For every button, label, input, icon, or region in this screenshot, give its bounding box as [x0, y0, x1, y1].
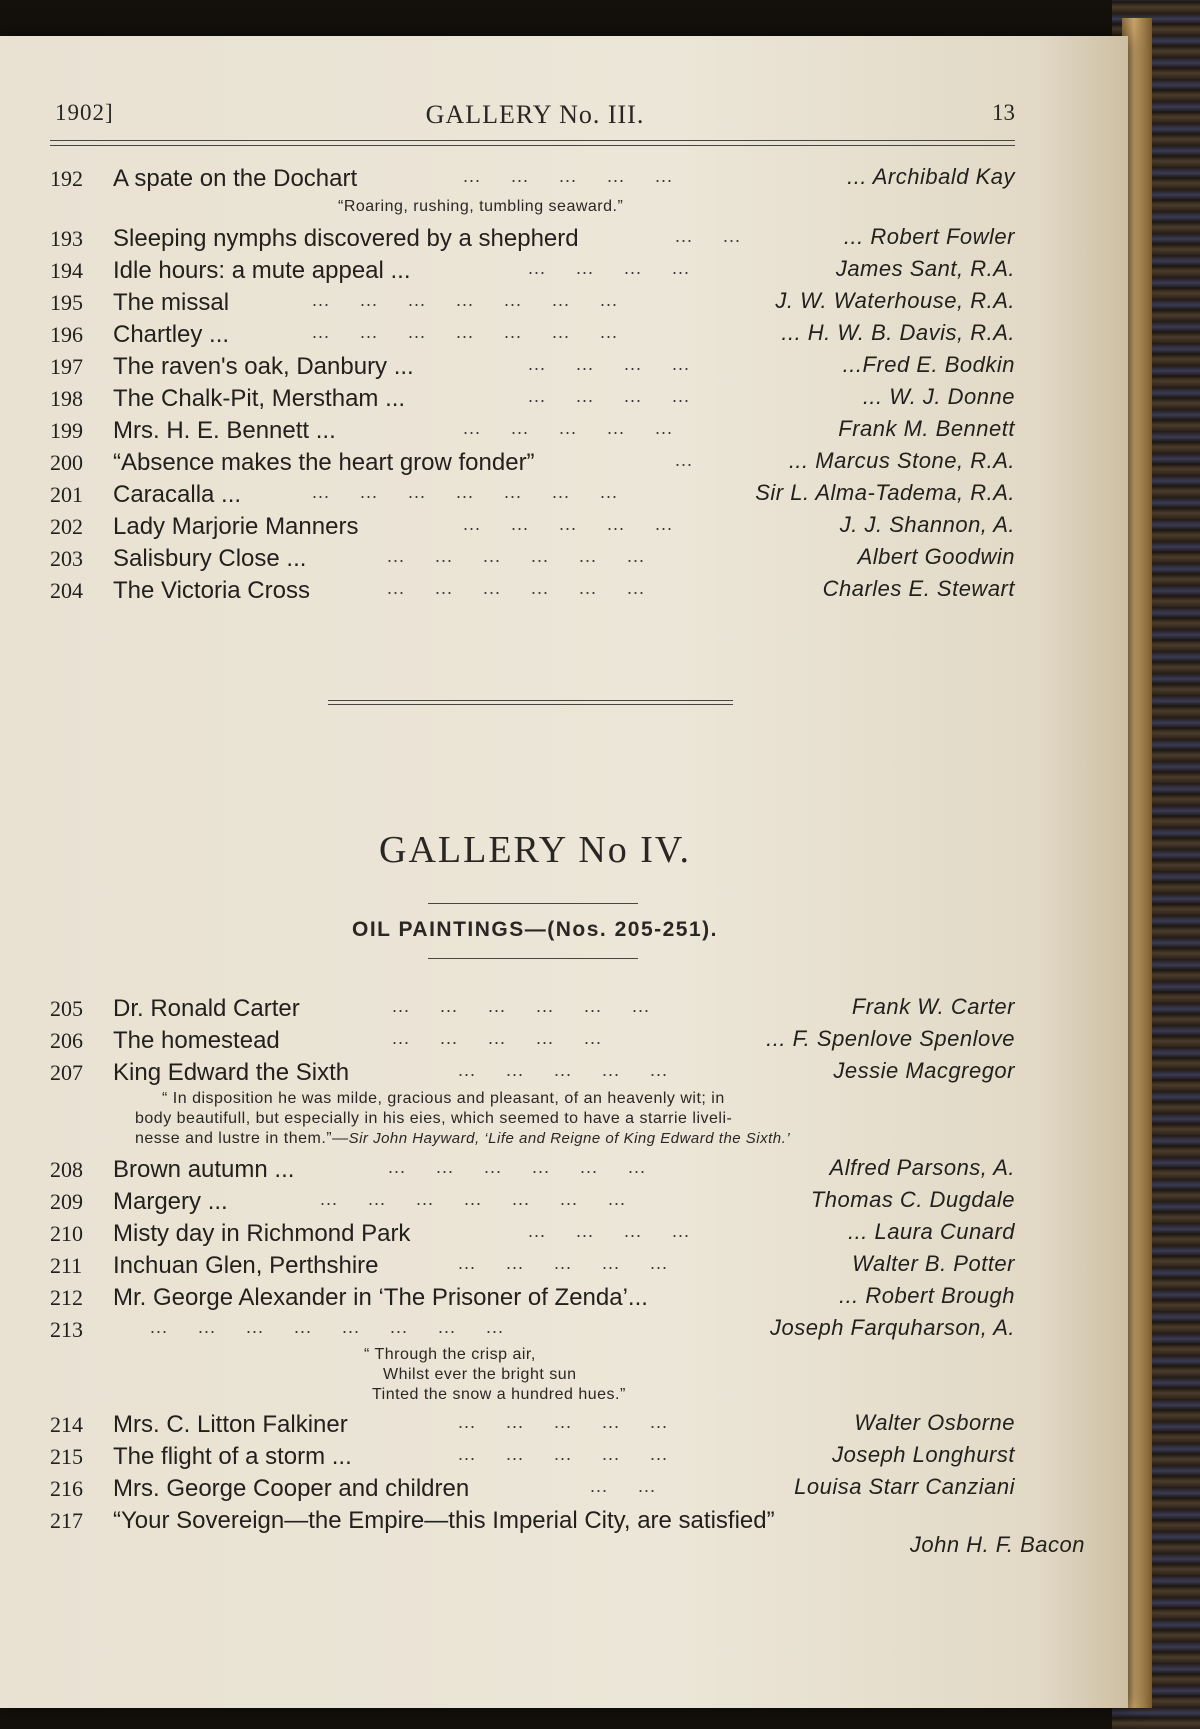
entry-208: 208 Brown autumn ... ... ... ... ... ... ... Alfred Parsons, A. — [50, 1155, 1015, 1183]
entry-number: 199 — [50, 418, 83, 443]
entry-title: King Edward the Sixth — [113, 1059, 350, 1086]
running-header — [55, 100, 1015, 132]
quote-213-line3: Tinted the snow a hundred hues.” — [372, 1386, 626, 1403]
entry-number: 206 — [50, 1028, 83, 1053]
entry-title: The raven's oak, Danbury ... — [113, 353, 414, 380]
entry-title: Sleeping nymphs discovered by a shepherd — [113, 225, 579, 252]
entry-title: The Victoria Cross — [113, 577, 310, 604]
entry-215: 215 The flight of a storm ... ... ... ... ... ... Joseph Longhurst — [50, 1442, 1015, 1470]
entry-title: Dr. Ronald Carter — [113, 995, 300, 1022]
entry-211: 211 Inchuan Glen, Perthshire ... ... ... ... ... Walter B. Potter — [50, 1251, 1015, 1279]
entry-number: 213 — [50, 1317, 83, 1342]
quote-213-line2: Whilst ever the bright sun — [383, 1366, 577, 1383]
entry-194: 194 Idle hours: a mute appeal ... ... ... ... ... James Sant, R.A. — [50, 256, 1015, 284]
entry-203: 203 Salisbury Close ... ... ... ... ... ... ... Albert Goodwin — [50, 544, 1015, 572]
entry-number: 196 — [50, 322, 83, 347]
entry-204: 204 The Victoria Cross ... ... ... ... ... ... Charles E. Stewart — [50, 576, 1015, 604]
entry-artist: Thomas C. Dugdale — [810, 1187, 1015, 1212]
quote-207-line3 — [135, 1130, 790, 1148]
entry-number: 215 — [50, 1444, 83, 1469]
entry-artist: Charles E. Stewart — [822, 576, 1015, 601]
entry-artist: Sir L. Alma-Tadema, R.A. — [755, 480, 1015, 505]
quote-207-text: nesse and lustre in them.”— — [135, 1130, 349, 1147]
entry-artist: ... Archibald Kay — [847, 164, 1015, 189]
entry-artist: ... Robert Brough — [838, 1283, 1015, 1308]
entry-artist: J. J. Shannon, A. — [839, 512, 1015, 537]
entry-number: 203 — [50, 546, 83, 571]
section-divider — [328, 700, 733, 705]
entry-title: Inchuan Glen, Perthshire — [113, 1252, 379, 1279]
entry-209: 209 Margery ... ... ... ... ... ... ... ... Thomas C. Dugdale — [50, 1187, 1015, 1215]
entry-number: 197 — [50, 354, 83, 379]
entry-title: The Chalk-Pit, Merstham ... — [113, 385, 406, 412]
entry-artist: ... F. Spenlove Spenlove — [766, 1026, 1015, 1051]
entry-title: Margery ... — [113, 1188, 228, 1215]
entry-title: Mr. George Alexander in ‘The Prisoner of Zenda’... — [113, 1284, 648, 1311]
entry-210: 210 Misty day in Richmond Park ... ... ... ... ... Laura Cunard — [50, 1219, 1015, 1247]
gallery4-subtitle-rule — [428, 958, 638, 959]
entry-title: “Your Sovereign—the Empire—this Imperial City, are satisfied” — [113, 1507, 775, 1534]
entry-193: 193 Sleeping nymphs discovered by a shepherd ... ... ... Robert Fowler — [50, 224, 1015, 252]
entry-title: A spate on the Dochart — [113, 165, 358, 192]
entry-title: Misty day in Richmond Park — [113, 1220, 411, 1247]
header-year: 1902] — [55, 100, 114, 125]
entry-title: The flight of a storm ... — [113, 1443, 352, 1470]
entry-artist: Frank W. Carter — [851, 994, 1015, 1019]
entry-artist: Alfred Parsons, A. — [829, 1155, 1015, 1180]
entry-number: 198 — [50, 386, 83, 411]
entry-217 — [50, 1508, 1015, 1540]
entry-213: 213 ... ... ... ... ... ... ... ... Joseph Farquharson, A. — [50, 1315, 1015, 1342]
entry-artist: Frank M. Bennett — [838, 416, 1015, 441]
page-number: 13 — [992, 100, 1015, 125]
entry-216: 216 Mrs. George Cooper and children ... ... Louisa Starr Canziani — [50, 1474, 1015, 1502]
header-title: GALLERY No. III. — [425, 100, 645, 129]
entry-number: 207 — [50, 1060, 83, 1085]
entry-number: 208 — [50, 1157, 83, 1182]
entry-artist: Jessie Macgregor — [833, 1058, 1015, 1083]
entry-title: Chartley ... — [113, 321, 230, 348]
entry-202: 202 Lady Marjorie Manners ... ... ... ... ... J. J. Shannon, A. — [50, 512, 1015, 540]
entry-artist: ... Marcus Stone, R.A. — [788, 448, 1015, 473]
entry-artist: Walter Osborne — [854, 1410, 1015, 1435]
entry-artist: Albert Goodwin — [857, 544, 1015, 569]
entry-number: 195 — [50, 290, 83, 315]
entry-number: 216 — [50, 1476, 83, 1501]
entry-214: 214 Mrs. C. Litton Falkiner ... ... ... ... ... Walter Osborne — [50, 1410, 1015, 1438]
entry-artist: Walter B. Potter — [852, 1251, 1015, 1276]
entry-197: 197 The raven's oak, Danbury ... ... ... ... ... ...Fred E. Bodkin — [50, 352, 1015, 380]
entry-artist: ... Laura Cunard — [848, 1219, 1015, 1244]
entry-number: 212 — [50, 1285, 83, 1310]
quote-207-line1: “ In disposition he was milde, gracious and pleasant, of an heavenly wit; in — [162, 1090, 725, 1107]
entry-201: 201 Caracalla ... ... ... ... ... ... ... ... Sir L. Alma-Tadema, R.A. — [50, 480, 1015, 508]
entry-artist: Joseph Farquharson, A. — [770, 1315, 1015, 1340]
entry-196: 196 Chartley ... ... ... ... ... ... ... ... ... H. W. B. Davis, R.A. — [50, 320, 1015, 348]
entry-199: 199 Mrs. H. E. Bennett ... ... ... ... ... ... Frank M. Bennett — [50, 416, 1015, 444]
entry-title: The homestead — [113, 1027, 280, 1054]
entry-205: 205 Dr. Ronald Carter ... ... ... ... ... ... Frank W. Carter — [50, 994, 1015, 1022]
gallery4-subtitle: OIL PAINTINGS—(Nos. 205-251). — [352, 918, 718, 941]
quote-207-line2: body beautifull, but especially in his eies, which seemed to have a starrie liveli- — [135, 1110, 733, 1127]
entry-title: “Absence makes the heart grow fonder” — [113, 449, 535, 476]
quote-207-citation: Sir John Hayward, ‘Life and Reigne of King Edward the Sixth.’ — [348, 1130, 791, 1147]
entry-number: 201 — [50, 482, 83, 507]
entry-number: 192 — [50, 166, 83, 191]
entry-artist: J. W. Waterhouse, R.A. — [775, 288, 1015, 313]
entry-number: 202 — [50, 514, 83, 539]
entry-artist: James Sant, R.A. — [835, 256, 1015, 281]
entry-title: Mrs. George Cooper and children — [113, 1475, 470, 1502]
entry-artist: ... W. J. Donne — [862, 384, 1015, 409]
entry-192: 192 A spate on the Dochart ... ... ... ... ... ... Archibald Kay — [50, 164, 1015, 192]
entry-artist: Joseph Longhurst — [832, 1442, 1015, 1467]
entry-number: 204 — [50, 578, 83, 603]
header-rule — [50, 140, 1015, 146]
entry-title: Mrs. C. Litton Falkiner — [113, 1411, 348, 1438]
entry-title: Mrs. H. E. Bennett ... — [113, 417, 336, 444]
entry-number: 217 — [50, 1508, 83, 1533]
entry-number: 205 — [50, 996, 83, 1021]
entry-number: 200 — [50, 450, 83, 475]
entry-212 — [50, 1285, 1015, 1317]
gallery4-title-rule — [428, 903, 638, 904]
entry-198: 198 The Chalk-Pit, Merstham ... ... ... ... ... ... W. J. Donne — [50, 384, 1015, 412]
entry-title: Salisbury Close ... — [113, 545, 307, 572]
entry-number: 214 — [50, 1412, 83, 1437]
entry-195: 195 The missal ... ... ... ... ... ... ... J. W. Waterhouse, R.A. — [50, 288, 1015, 316]
quote-192: “Roaring, rushing, tumbling seaward.” — [338, 198, 624, 215]
quote-213-line1: “ Through the crisp air, — [364, 1346, 536, 1363]
entry-number: 210 — [50, 1221, 83, 1246]
entry-title: Brown autumn ... — [113, 1156, 295, 1183]
entry-206: 206 The homestead ... ... ... ... ... ... F. Spenlove Spenlove — [50, 1026, 1015, 1054]
entry-number: 211 — [50, 1253, 83, 1278]
entry-number: 193 — [50, 226, 83, 251]
entry-artist: Louisa Starr Canziani — [794, 1474, 1015, 1499]
entry-number: 209 — [50, 1189, 83, 1214]
entry-title: The missal — [113, 289, 230, 316]
entry-artist: ...Fred E. Bodkin — [842, 352, 1015, 377]
entry-207: 207 King Edward the Sixth ... ... ... ... ... Jessie Macgregor — [50, 1058, 1015, 1086]
entry-artist: ... Robert Fowler — [843, 224, 1015, 249]
entry-217-artist: John H. F. Bacon — [909, 1532, 1085, 1557]
entry-artist: ... H. W. B. Davis, R.A. — [781, 320, 1015, 345]
entry-number: 194 — [50, 258, 83, 283]
gallery4-title: GALLERY No IV. — [379, 829, 691, 871]
entry-200: 200 “Absence makes the heart grow fonder” ... ... Marcus Stone, R.A. — [50, 448, 1015, 476]
entry-title: Caracalla ... — [113, 481, 242, 508]
entry-title: Lady Marjorie Manners — [113, 513, 359, 540]
entry-title: Idle hours: a mute appeal ... — [113, 257, 411, 284]
